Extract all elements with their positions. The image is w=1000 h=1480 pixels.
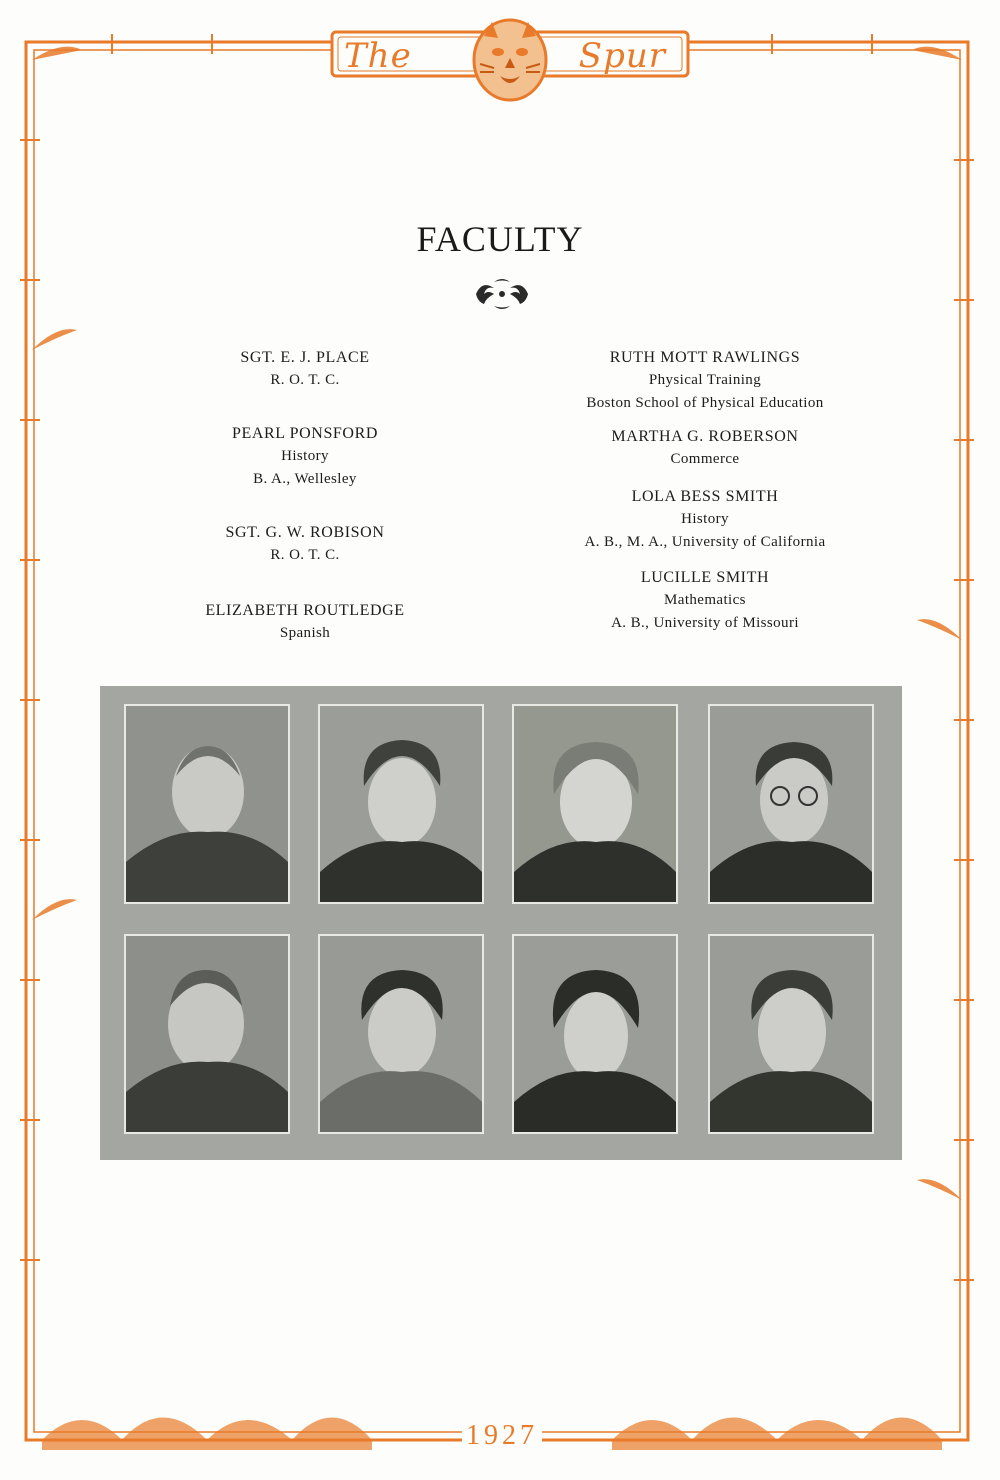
faculty-entry: [520, 425, 890, 471]
faculty-name: MARTHA G. ROBERSON: [611, 428, 799, 445]
faculty-photo-panel: [100, 686, 902, 1160]
faculty-name: PEARL PONSFORD: [231, 425, 379, 442]
faculty-portrait: [512, 704, 678, 904]
faculty-detail: A. B., M. A., University of California: [584, 534, 826, 550]
faculty-list-right: [520, 346, 890, 635]
faculty-detail: R. O. T. C.: [270, 547, 340, 563]
faculty-entry: [520, 346, 890, 415]
faculty-portrait: [708, 934, 874, 1134]
faculty-name: ELIZABETH ROUTLEDGE: [205, 602, 405, 619]
faculty-name: SGT. E. J. PLACE: [240, 349, 370, 366]
faculty-detail: B. A., Wellesley: [253, 471, 357, 487]
faculty-portrait: [124, 704, 290, 904]
faculty-detail: A. B., University of Missouri: [611, 615, 799, 631]
faculty-entry: [155, 346, 455, 392]
faculty-entry: [155, 521, 455, 567]
faculty-entry: [155, 422, 455, 491]
faculty-portrait: [708, 704, 874, 904]
faculty-name: LOLA BESS SMITH: [631, 488, 779, 505]
faculty-entry: [520, 566, 890, 635]
faculty-detail: History: [281, 448, 329, 464]
faculty-portrait: [318, 934, 484, 1134]
header-banner: [330, 14, 690, 104]
banner-the-word: The: [344, 36, 412, 76]
faculty-detail: Mathematics: [664, 592, 746, 608]
faculty-entry: [155, 599, 455, 645]
faculty-name: RUTH MOTT RAWLINGS: [609, 349, 801, 366]
faculty-portrait: [512, 934, 678, 1134]
faculty-entry: [520, 485, 890, 554]
faculty-name: LUCILLE SMITH: [640, 569, 770, 586]
faculty-name: SGT. G. W. ROBISON: [225, 524, 385, 541]
faculty-detail: Boston School of Physical Education: [586, 395, 824, 411]
faculty-detail: History: [681, 511, 729, 527]
faculty-list-left: [155, 346, 455, 645]
yearbook-year: 1927: [462, 1420, 542, 1452]
faculty-portrait: [318, 704, 484, 904]
faculty-detail: Spanish: [279, 625, 331, 641]
fleuron-ornament: [470, 278, 534, 317]
banner-spur-word: Spur: [578, 36, 666, 76]
tiger-head-emblem: [470, 14, 550, 104]
faculty-detail: Physical Training: [648, 372, 762, 388]
page-title: FACULTY: [416, 219, 584, 259]
faculty-detail: Commerce: [670, 451, 740, 467]
faculty-detail: R. O. T. C.: [270, 372, 340, 388]
faculty-portrait: [124, 934, 290, 1134]
